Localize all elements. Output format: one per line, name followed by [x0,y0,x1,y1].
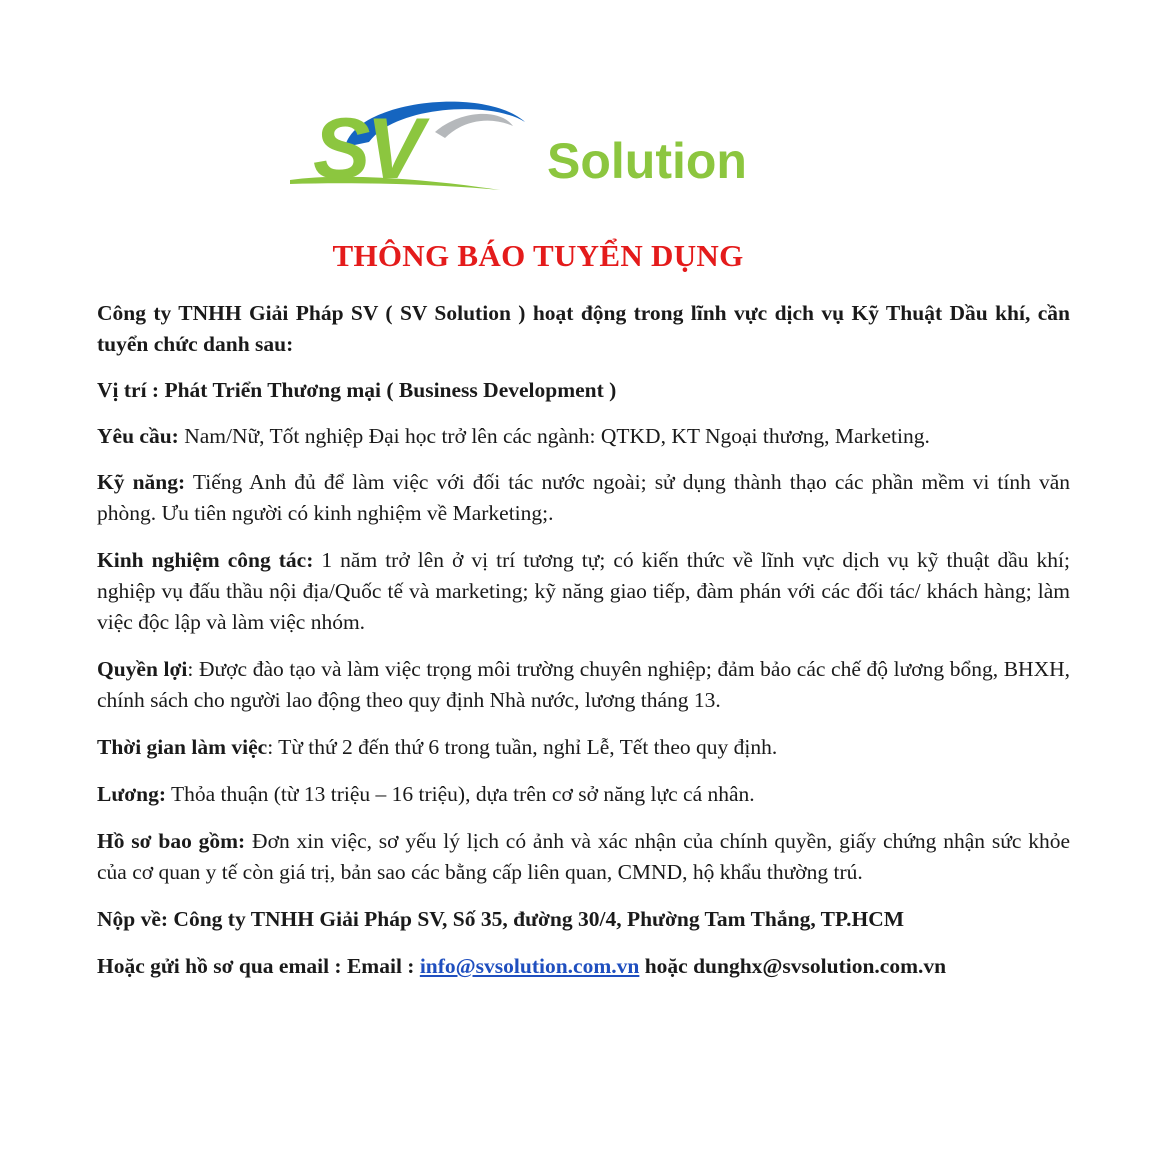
email-link[interactable]: info@svsolution.com.vn [419,954,640,978]
documents-paragraph [97,826,1070,888]
skills-label: Kỹ năng: [97,470,186,494]
benefits-label: Quyền lợi [97,657,188,681]
experience-paragraph [97,545,1070,638]
requirements-label: Yêu cầu: [97,424,179,448]
skills-text: Tiếng Anh đủ để làm việc với đối tác nước ngoài; sử dụng thành thạo các phần mềm vi tính văn phòng. Ưu tiên người có kinh nghiệm về Marketing;. [97,470,1070,525]
working-time-text: : Từ thứ 2 đến thứ 6 trong tuần, nghỉ Lễ, Tết theo quy định. [267,735,778,759]
requirements-paragraph [97,421,1070,452]
benefits-text: : Được đào tạo và làm việc trọng môi trường chuyên nghiệp; đảm bảo các chế độ lương bổng, BHXH, chính sách cho người lao động theo quy định Nhà nước, lương tháng 13. [97,657,1070,712]
page-title: THÔNG BÁO TUYỂN DỤNG [332,238,744,273]
email-prefix: Hoặc gửi hồ sơ qua email : Email : [97,954,420,978]
documents-label: Hồ sơ bao gồm: [97,829,246,853]
documents-text: Đơn xin việc, sơ yếu lý lịch có ảnh và xác nhận của chính quyền, giấy chứng nhận sức khỏe của cơ quan y tế còn giá trị, bản sao các bằng cấp liên quan, CMND, hộ khẩu thường trú. [97,829,1070,884]
working-time-paragraph [97,732,1070,763]
announcement-body [97,298,1070,998]
salary-label: Lương: [97,782,167,806]
requirements-text: Nam/Nữ, Tốt nghiệp Đại học trở lên các ngành: QTKD, KT Ngoại thương, Marketing. [178,424,930,448]
submit-address: Nộp về: Công ty TNHH Giải Pháp SV, Số 35, đường 30/4, Phường Tam Thắng, TP.HCM [97,907,905,931]
position-line: Vị trí : Phát Triển Thương mại ( Business Development ) [97,378,617,402]
logo-graphic [285,92,845,202]
logo-mark-text: SV [313,101,420,197]
salary-text: Thỏa thuận (từ 13 triệu – 16 triệu), dựa trên cơ sở năng lực cá nhân. [166,782,755,806]
email-suffix: hoặc dunghx@svsolution.com.vn [639,954,947,978]
logo-swoosh-gray [435,114,513,138]
intro-paragraph: Công ty TNHH Giải Pháp SV ( SV Solution ) hoạt động trong lĩnh vực dịch vụ Kỹ Thuật Dầu khí, cần tuyển chức danh sau: [97,301,1070,356]
sv-solution-logo [285,92,845,202]
experience-label: Kinh nghiệm công tác: [97,548,314,572]
salary-paragraph [97,779,1070,810]
email-line [97,951,1070,982]
logo-brand-text: Solution [547,133,747,189]
working-time-label: Thời gian làm việc [97,735,268,759]
skills-paragraph [97,467,1070,529]
experience-text: 1 năm trở lên ở vị trí tương tự; có kiến thức về lĩnh vực dịch vụ kỹ thuật dầu khí; nghiệp vụ đấu thầu nội địa/Quốc tế và marketing; kỹ năng giao tiếp, đàm phán với các đối tác/ khách hàng; làm việc độc lập và làm việc nhóm. [97,548,1070,634]
benefits-paragraph [97,654,1070,716]
